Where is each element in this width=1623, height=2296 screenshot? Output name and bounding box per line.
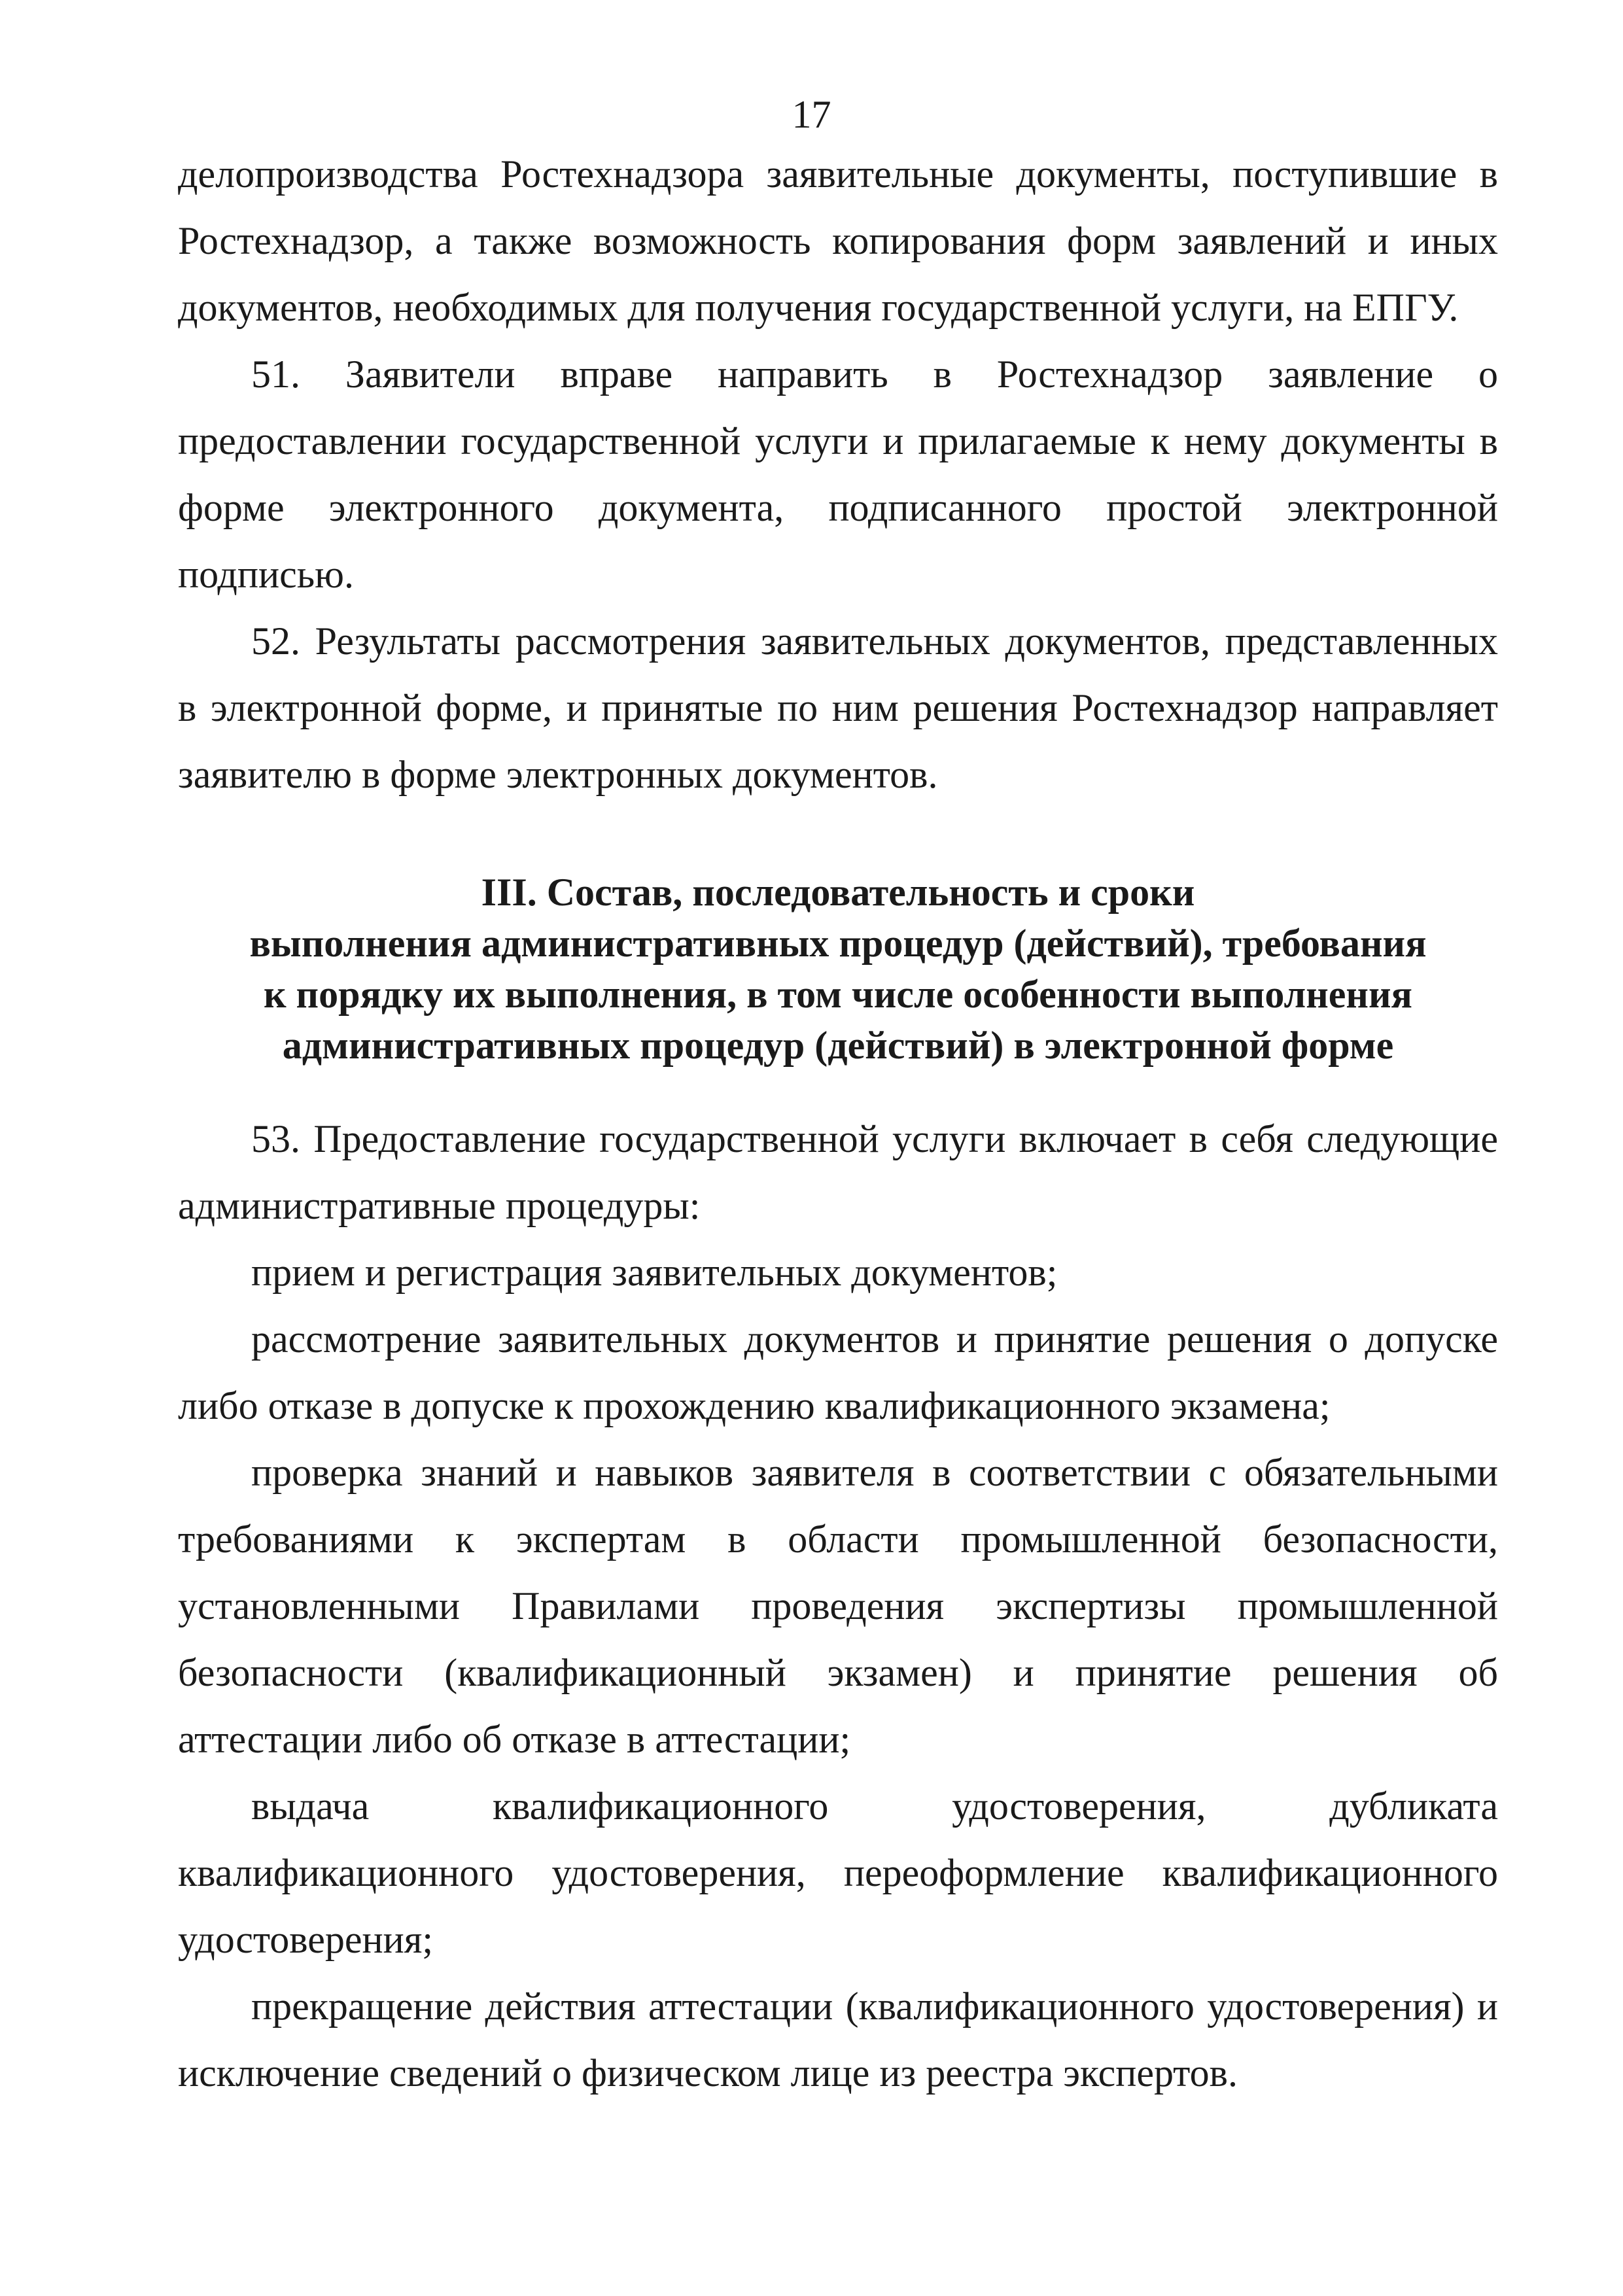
section-heading-line: административных процедур (действий) в электронной форме — [282, 1024, 1394, 1067]
list-item-procedure: рассмотрение заявительных документов и принятие решения о допуске либо отказе в допуске к прохождению квалификационного экзамена; — [178, 1317, 1498, 1427]
list-item-procedure: проверка знаний и навыков заявителя в соответствии с обязательными требованиями к экспертам в области промышленной безопасности, установленными Правилами проведения экспертизы промышленной безопасности (квалификационный экзамен) и принятие решения об аттестации либо об отказе в аттестации; — [178, 1451, 1498, 1761]
body-text-before-heading — [178, 141, 1498, 808]
section-heading — [178, 867, 1498, 1071]
section-heading-line: выполнения административных процедур (действий), требования — [249, 922, 1427, 965]
paragraph-51: 51. Заявители вправе направить в Ростехнадзор заявление о предоставлении государственной услуги и прилагаемые к нему документы в форме электронного документа, подписанного простой электронной подписью. — [178, 353, 1498, 596]
list-item-procedure: прием и регистрация заявительных документов; — [251, 1251, 1058, 1294]
paragraph-52: 52. Результаты рассмотрения заявительных документов, представленных в электронной форме, и принятые по ним решения Ростехнадзор направляет заявителю в форме электронных документов. — [178, 619, 1498, 796]
section-heading-line: к порядку их выполнения, в том числе особенности выполнения — [263, 973, 1413, 1016]
paragraph-53: 53. Предоставление государственной услуги включает в себя следующие административные процедуры: — [178, 1117, 1498, 1227]
list-item-procedure: выдача квалификационного удостоверения, дубликата квалификационного удостоверения, переоформление квалификационного удостоверения; — [178, 1784, 1498, 1961]
list-item-procedure: прекращение действия аттестации (квалификационного удостоверения) и исключение сведений о физическом лице из реестра экспертов. — [178, 1985, 1498, 2095]
paragraph-continuation: делопроизводства Ростехнадзора заявительные документы, поступившие в Ростехнадзор, а также возможность копирования форм заявлений и иных документов, необходимых для получения государственной услуги, на ЕПГУ. — [178, 152, 1498, 329]
body-text-after-heading — [178, 1105, 1498, 2106]
page-number: 17 — [792, 93, 831, 136]
section-heading-line: III. Состав, последовательность и сроки — [481, 871, 1195, 914]
